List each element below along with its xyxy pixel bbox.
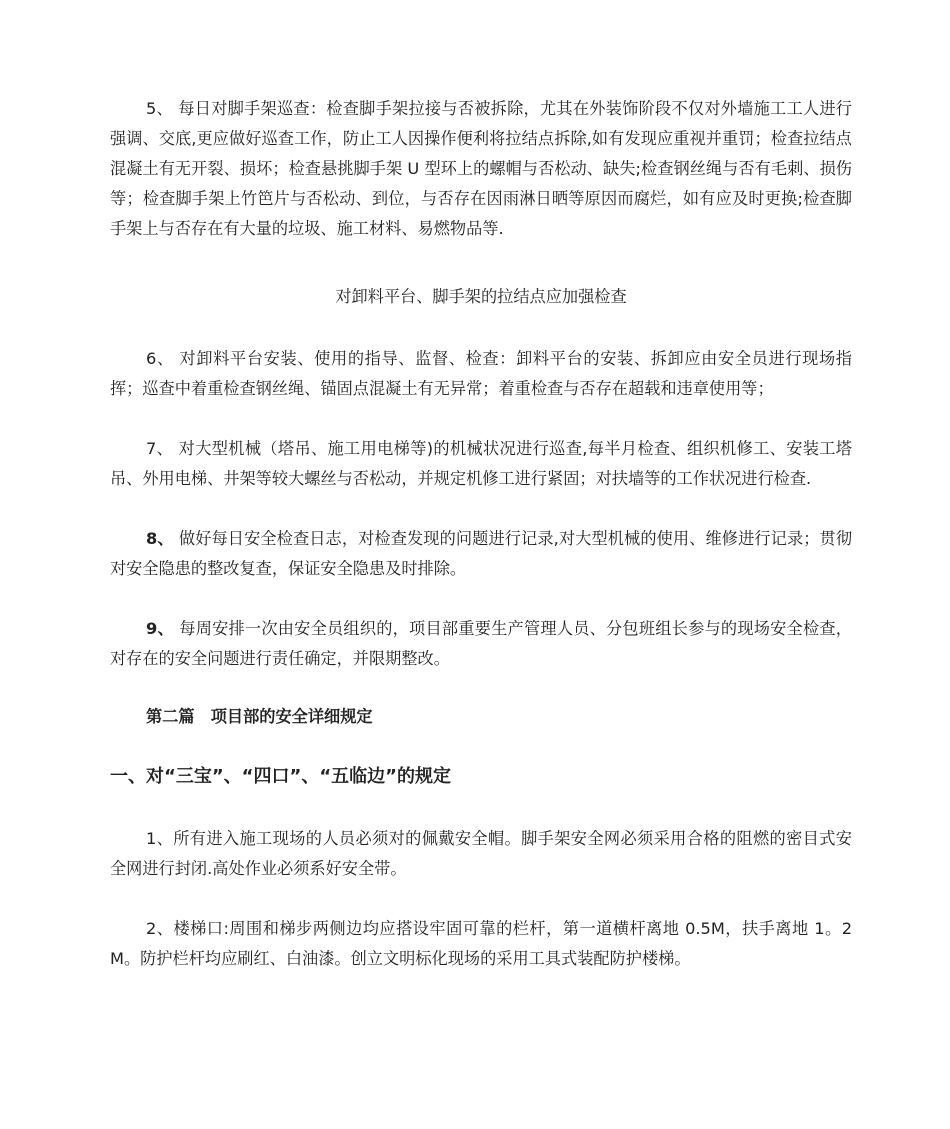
document-page — [110, 94, 852, 974]
section-title: 一、对“三宝”、“四口”、“五临边”的规定 — [110, 766, 451, 787]
paragraph-6: 6、 对卸料平台安装、使用的指导、监督、检查：卸料平台的安装、拆卸应由安全员进行现场指挥；巡查中着重检查钢丝绳、锚固点混凝土有无异常；着重检查与否存在超载和违章使用等； — [110, 349, 852, 398]
paragraph-9 — [110, 614, 852, 674]
paragraph-8-number: 8、 — [146, 529, 174, 548]
rule-1: 1、所有进入施工现场的人员必须对的佩戴安全帽。脚手架安全网必须采用合格的阻燃的密目式安全网进行封闭.高处作业必须系好安全带。 — [110, 829, 852, 878]
centered-note: 对卸料平台、脚手架的拉结点应加强检查 — [335, 287, 627, 306]
rule-2: 2、楼梯口:周围和梯步两侧边均应搭设牢固可靠的栏杆，第一道横杆离地 0.5M，扶手离地 1。2M。防护栏杆均应刷红、白油漆。创立文明标化现场的采用工具式装配防护楼梯。 — [110, 919, 852, 968]
paragraph-8 — [110, 524, 852, 584]
paragraph-9-text: 每周安排一次由安全员组织的，项目部重要生产管理人员、分包班组长参与的现场安全检查，对存在的安全问题进行责任确定，并限期整改。 — [110, 619, 852, 668]
paragraph-5: 5、 每日对脚手架巡查：检查脚手架拉接与否被拆除，尤其在外装饰阶段不仅对外墙施工工人进行强调、交底,更应做好巡查工作，防止工人因操作便利将拉结点拆除,如有发现应重视并重罚；检查拉结点混凝土有无开裂、损坏；检查悬挑脚手架 U 型环上的螺帽与否松动、缺失;检查钢丝绳与否有毛刺、损伤等；检查脚手架上竹笆片与否松动、到位，与否存在因雨淋日晒等原因而腐烂，如有应及时更换;检查脚手架上与否存在有大量的垃圾、施工材料、易燃物品等. — [110, 99, 852, 238]
paragraph-9-number: 9、 — [146, 619, 174, 638]
chapter-title: 第二篇 项目部的安全详细规定 — [146, 707, 373, 726]
paragraph-7: 7、 对大型机械（塔吊、施工用电梯等)的机械状况进行巡查,每半月检查、组织机修工、安装工塔吊、外用电梯、井架等较大螺丝与否松动，并规定机修工进行紧固；对扶墙等的工作状况进行检查. — [110, 439, 852, 488]
paragraph-8-text: 做好每日安全检查日志，对检查发现的问题进行记录,对大型机械的使用、维修进行记录；贯彻对安全隐患的整改复查，保证安全隐患及时排除。 — [110, 529, 853, 578]
